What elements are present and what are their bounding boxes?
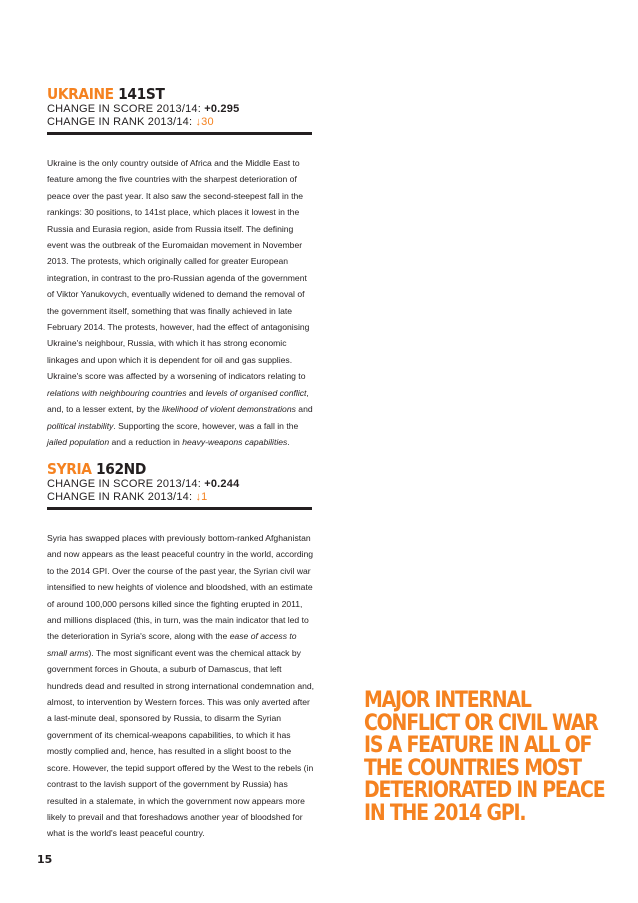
syria-heading [47,461,291,478]
divider [47,507,312,510]
pull-quote-line: IN THE 2014 GPI. [364,800,526,826]
page-number: 15 [37,853,53,866]
rank-change: CHANGE IN RANK 2013/14: ↓30 [47,115,214,128]
paragraph: Ukraine is the only country outside of Africa and the Middle East to feature among the five countries with the sharpest deterioration of peace over the past year. It also saw the second-steepest fall in the rankings: 30 positions, to 141st place, which places it lowest in the Russia and Eurasia region, aside from Russia itself. The defining event was the outbreak of the Euromaidan movement in November 2013. The protests, which originally called for greater European integration, in contrast to the pro-Russian agenda of the government of Viktor Yanukovych, eventually widened to demand the removal of the government itself, something that was finally achieved in late February 2014. The protests, however, had the effect of antagonising Ukraine's neighbour, Russia, with which it has strong economic linkages and upon which it is dependent for oil and gas supplies. Ukraine's score was affected by a worsening of indicators relating to relations with neighbouring countries and levels of organised conflict, and, to a lesser extent, by the likelihood of violent demonstrations and political instability. Supporting the score, however, was a fall in the jailed population and a reduction in heavy-weapons capabilities. [47,158,313,447]
country-rank: 162ND [95,460,146,478]
country-name: SYRIA [47,460,92,478]
country-rank: 141ST [118,85,165,103]
ukraine-section [47,86,312,450]
pull-quote-line: CONFLICT OR CIVIL WAR [364,710,598,736]
syria-body [47,530,315,842]
pull-quote [364,688,605,826]
score-change-value: +0.295 [204,103,240,115]
ukraine-heading [47,86,291,103]
rank-change-value: ↓30 [195,115,214,128]
score-change-value: +0.244 [204,478,240,490]
score-change: CHANGE IN SCORE 2013/14: +0.244 [47,478,240,490]
rank-change: CHANGE IN RANK 2013/14: ↓1 [47,490,208,503]
ukraine-body [47,155,315,450]
pull-quote-line: DETERIORATED IN PEACE [364,778,605,803]
paragraph: Syria has swapped places with previously bottom-ranked Afghanistan and now appears as the least peaceful country in the world, according to the 2014 GPI. Over the course of the past year, the Syrian civil war intensified to new heights of violence and bloodshed, with an estimate of around 100,000 persons killed since the fighting erupted in 2011, and millions displaced (this, in turn, was the main indicator that led to the deterioration in Syria's score, along with the ease of access to small arms). The most significant event was the chemical attack by government forces in Ghouta, a suburb of Damascus, that left hundreds dead and resulted in strong international condemnation and, almost, to intervention by Western forces. This was only averted after a last-minute deal, sponsored by Russia, to disarm the Syrian government of its chemical-weapons capabilities, to which it has mostly complied and, hence, has resulted in a slight boost to the score. However, the tepid support offered by the West to the rebels (in contrast to the lavish support of the government by Russia) has resulted in a stalemate, in which the government now appears more likely to prevail and that foreshadows another year of bloodshed for what is the world's least peaceful country. [47,533,315,839]
rank-change-value: ↓1 [195,490,208,503]
score-change: CHANGE IN SCORE 2013/14: +0.295 [47,103,240,115]
pull-quote-line: MAJOR INTERNAL [364,688,531,713]
pull-quote-line: IS A FEATURE IN ALL OF [364,733,592,758]
pull-quote-line: THE COUNTRIES MOST [364,755,581,781]
divider [47,132,312,135]
country-name: UKRAINE [47,85,114,103]
syria-section [47,460,315,842]
